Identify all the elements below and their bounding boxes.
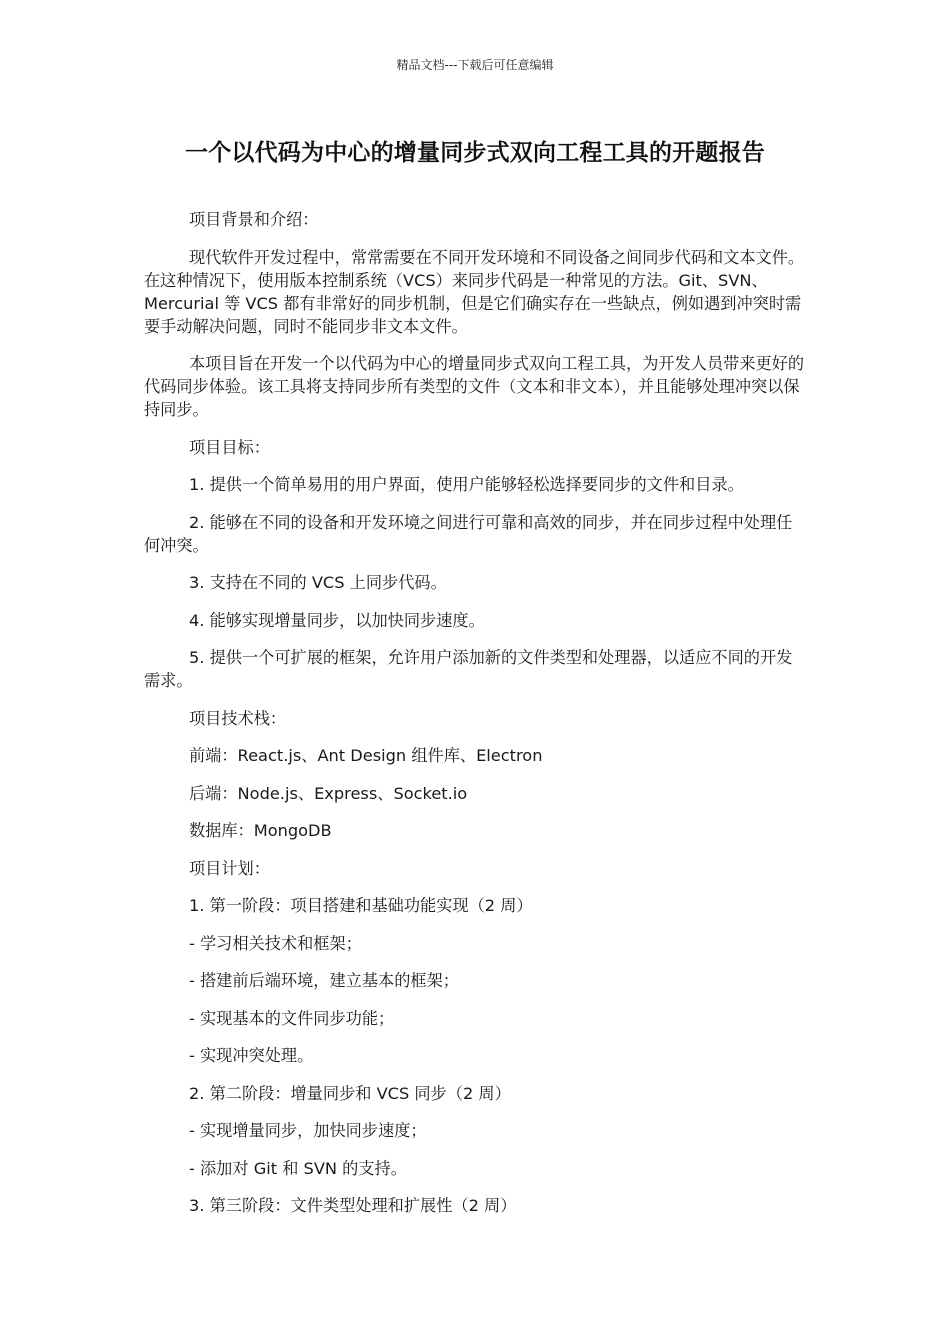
plan-task: - 学习相关技术和框架；: [189, 933, 362, 953]
plan-phase: 2. 第二阶段：增量同步和 VCS 同步（2 周）: [189, 1083, 511, 1103]
section-heading-plan: 项目计划：: [189, 858, 270, 878]
tech-stack-database: 数据库：MongoDB: [189, 821, 332, 840]
plan-task: - 实现增量同步，加快同步速度；: [189, 1121, 427, 1140]
goal-item: 3. 支持在不同的 VCS 上同步代码。: [189, 573, 447, 592]
section-heading-goals: 项目目标：: [189, 437, 270, 457]
document-title: 一个以代码为中心的增量同步式双向工程工具的开题报告: [185, 140, 765, 166]
goal-item: 2. 能够在不同的设备和开发环境之间进行可靠和高效的同步，并在同步过程中处理任何冲突。: [144, 512, 793, 555]
plan-phase: 1. 第一阶段：项目搭建和基础功能实现（2 周）: [189, 896, 533, 915]
goal-item: 1. 提供一个简单易用的用户界面，使用户能够轻松选择要同步的文件和目录。: [189, 475, 744, 494]
plan-task: - 添加对 Git 和 SVN 的支持。: [189, 1158, 407, 1178]
tech-stack-frontend: 前端：React.js、Ant Design 组件库、Electron: [189, 746, 543, 765]
plan-task: - 搭建前后端环境，建立基本的框架；: [189, 971, 459, 990]
plan-task: - 实现冲突处理。: [189, 1046, 314, 1065]
plan-phase: 3. 第三阶段：文件类型处理和扩展性（2 周）: [189, 1196, 517, 1215]
paragraph-background: 现代软件开发过程中，常常需要在不同开发环境和不同设备之间同步代码和文本文件。在这种情况下，使用版本控制系统（VCS）来同步代码是一种常见的方法。Git、SVN、Mercurial 等 VCS 都有非常好的同步机制，但是它们确实存在一些缺点，例如遇到冲突时需要手动解决问题，同时不能同步非文本文件。: [144, 247, 805, 336]
page-header: 精品文档---下载后可任意编辑: [396, 58, 554, 72]
document-body: [144, 208, 806, 1232]
plan-task: - 实现基本的文件同步功能；: [189, 1008, 395, 1028]
goal-item: 5. 提供一个可扩展的框架，允许用户添加新的文件类型和处理器，以适应不同的开发需求。: [144, 648, 793, 690]
paragraph-purpose: 本项目旨在开发一个以代码为中心的增量同步式双向工程工具，为开发人员带来更好的代码同步体验。该工具将支持同步所有类型的文件（文本和非文本），并且能够处理冲突以保持同步。: [144, 354, 805, 419]
section-heading-background: 项目背景和介绍：: [189, 210, 319, 229]
goal-item: 4. 能够实现增量同步，以加快同步速度。: [189, 610, 485, 630]
section-heading-tech-stack: 项目技术栈：: [189, 708, 287, 728]
tech-stack-backend: 后端：Node.js、Express、Socket.io: [189, 783, 468, 803]
